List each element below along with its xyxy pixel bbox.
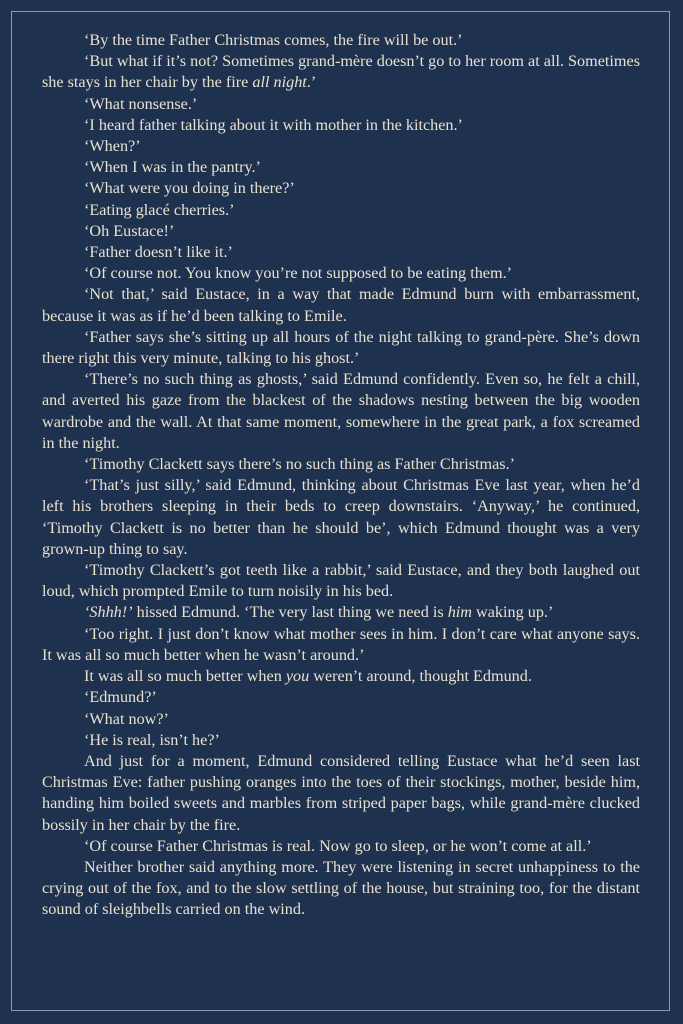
text-run: ‘Of course Father Christmas is real. Now go to sleep, or he won’t come at all.’ [84,836,592,855]
paragraph [42,624,640,666]
text-run: ‘Of course not. You know you’re not supposed to be eating them.’ [84,264,513,283]
paragraph [42,327,640,369]
text-run: ‘Timothy Clackett’s got teeth like a rabbit,’ said Eustace, and they both laughed out loud, which prompted Emile to turn noisily in his bed. [42,561,640,601]
paragraph [42,263,640,284]
text-run: ‘He is real, isn’t he?’ [84,730,220,749]
text-run: Neither brother said anything more. They were listening in secret unhappiness to the crying out of the fox, and to the slow settling of the house, but straining too, for the distant sound of sleighbells carried on the wind. [42,857,640,919]
italic-text: you [285,667,310,686]
paragraph [42,475,640,560]
paragraph [42,178,640,199]
paragraph [42,200,640,221]
paragraph [42,369,640,454]
text-run: ‘But what if it’s not? Sometimes grand-mère doesn’t go to her room at all. Sometimes she stays in her chair by the fire [42,52,640,92]
text-run: ‘What nonsense.’ [84,94,198,113]
paragraph [42,836,640,857]
paragraph [42,666,640,687]
text-run: It was all so much better when [84,667,286,686]
italic-text: ‘Shhh!’ [84,603,133,622]
text-run: ‘When?’ [84,137,141,156]
paragraph [42,284,640,326]
text-run: ‘Edmund?’ [84,688,157,707]
text-run: hissed Edmund. ‘The very last thing we need is [132,603,448,622]
text-run: ‘Oh Eustace!’ [84,221,175,240]
paragraph [42,751,640,836]
paragraph [42,687,640,708]
paragraph [42,30,640,51]
paragraph [42,602,640,623]
page-text [42,30,640,921]
paragraph [42,709,640,730]
text-run: And just for a moment, Edmund considered telling Eustace what he’d seen last Christmas Eve: father pushing oranges into the toes of their stockings, mother, beside him, handing him boiled sweets and marbles from striped paper bags, while grand-mère clucked bossily in her chair by the fire. [42,751,640,834]
text-run: ‘When I was in the pantry.’ [84,158,261,177]
text-run: ‘That’s just silly,’ said Edmund, thinking about Christmas Eve last year, when he’d left his brothers sleeping in their beds to creep downstairs. ‘Anyway,’ he continued, ‘Timothy Clackett is no better than he should be’, which Edmund thought was a very grown-up thing to say. [42,476,640,558]
paragraph [42,857,640,921]
paragraph [42,157,640,178]
paragraph [42,221,640,242]
text-run: ‘Timothy Clackett says there’s no such thing as Father Christmas.’ [84,455,516,474]
italic-text: all night [252,73,307,92]
text-run: ‘I heard father talking about it with mother in the kitchen.’ [84,115,463,134]
text-run: ‘What were you doing in there?’ [84,179,295,198]
paragraph [42,51,640,93]
paragraph [42,136,640,157]
paragraph [42,94,640,115]
text-run: weren’t around, thought Edmund. [309,667,532,686]
paragraph [42,730,640,751]
paragraph [42,242,640,263]
text-run: ‘Too right. I just don’t know what mother sees in him. I don’t care what anyone says. It was all so much better when he wasn’t around.’ [42,624,640,664]
text-run: ‘By the time Father Christmas comes, the fire will be out.’ [84,31,463,49]
text-run: ‘Eating glacé cherries.’ [84,200,235,219]
italic-text: him [447,603,472,622]
paragraph [42,560,640,602]
text-run: ‘Father says she’s sitting up all hours of the night talking to grand-père. She’s down there right this very minute, talking to his ghost.’ [42,327,640,368]
paragraph [42,115,640,136]
paragraph [42,454,640,475]
text-run: waking up.’ [471,603,554,622]
text-run: ‘Not that,’ said Eustace, in a way that made Edmund burn with embarrassment, because it was as if he’d been talking to Emile. [42,285,640,325]
text-run: ‘What now?’ [84,709,169,728]
text-run: .’ [306,73,317,92]
text-run: ‘Father doesn’t like it.’ [84,243,233,262]
text-run: ‘There’s no such thing as ghosts,’ said Edmund confidently. Even so, he felt a chill, and averted his gaze from the blackest of the shadows nesting between the big wooden wardrobe and the wall. At that same moment, somewhere in the great park, a fox screamed in the night. [42,370,640,452]
